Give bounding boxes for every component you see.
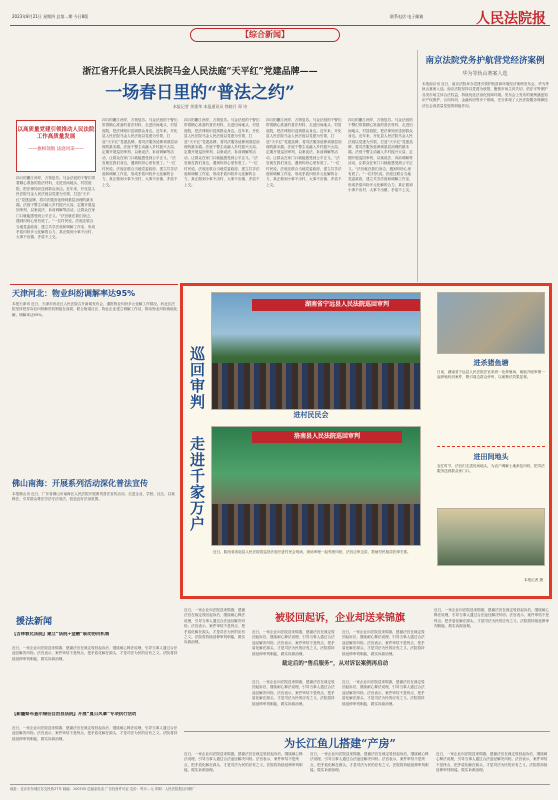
right-story-title[interactable]: 南京法院党务护航营党经济案例 (425, 56, 545, 66)
feature-vertical-headline-2: 走进千家万户 (188, 436, 206, 532)
bottom-story-col-3: 近日，一家企业向法院送来锦旗，感谢法官在裁定驳回起诉后，继续耐心释法说理，引导当事人通过合法途径解决纠纷。法官表示，案件审结不是终点，把矛盾化解在源头，才是司法为民的应有之义。法院将持续延伸审判职能，做实诉源治理。 (436, 752, 548, 773)
left-brief-1-title[interactable]: 【吉林敦化法院】建立“法院+金融”联动协同机制 (12, 632, 110, 637)
feature-vertical-headline-1: 巡回审判 (188, 346, 206, 410)
right-story-body: 本报南京讯 近日，南京法院举办党建引领护航营商环境经济案例发布会，华为等轨山赛案入选。南京法院坚持以党建为统领，聚焦市场主体关切，依法平等保护各类市场主体合法权益，持续优化法治化营商环境。发布会上发布的案例涵盖知识产权保护、合同纠纷、金融纠纷等多个领域，充分体现了人民法院服务保障经济社会高质量发展的职能作用。 (422, 82, 549, 108)
lead-info-box (16, 120, 96, 172)
bottom-col-2: 近日，一家企业向法院送来锦旗，感谢法官在裁定驳回起诉后，继续耐心释法说理，引导当事人通过合法途径解决纠纷。法官表示，案件审结不是终点，把矛盾化解在源头，才是司法为民的应有之义。法院将持续延伸审判职能，做实诉源治理。 (252, 630, 335, 656)
photo1-banner: 湖南省宁远县人民法院巡回审判 (252, 299, 421, 311)
feature-photo-4 (437, 508, 545, 566)
section-b-title: 进村民民会 (293, 411, 329, 419)
feature-panel (180, 283, 552, 599)
bottom-story-col-1: 近日，一家企业向法院送来锦旗，感谢法官在裁定驳回起诉后，继续耐心释法说理，引导当事人通过合法途径解决纠纷。法官表示，案件审结不是终点，把矛盾化解在源头，才是司法为民的应有之义。法院将持续延伸审判职能，做实诉源治理。 (184, 752, 303, 773)
page-footer: 地址：北京市东城区东交民巷27号 邮编：100745 总编室电话 广告经营许可证 定价：每月…元 印刷：人民法院报社印刷厂 (10, 784, 550, 794)
left-story-2-title[interactable]: 佛山南海：开展系列活动深化普法宣传 (12, 479, 148, 488)
left-brief-2-body: 近日，一家企业向法院送来锦旗，感谢法官在裁定驳回起诉后，继续耐心释法说理，引导当事人通过合法途径解决纠纷。法官表示，案件审结不是终点，把矛盾化解在源头，才是司法为民的应有之义。法院将持续延伸审判职能，做实诉源治理。 (12, 726, 178, 741)
lead-body-col-3: 四月的衢江两岸，万物复苏。马金法庭的干警们带着精心准备的普法材料，走进田间地头、村居庭院，把法律知识送到群众身边。近年来，开化县人民法院马金人民法庭以党建为引领，打造“天平红”党建品牌，将司法服务延伸到基层治理的最末端。法庭干警主动融入乡村振兴大局，定期开展巡回审判、以案说法、诉前调解等活动，让群众在家门口就能感受到公平正义。“法官就在我们身边，遇到纠纷心里有底了。”一位村民说。法庭还联合当地党委政府，建立共享法庭和调解工作室，形成矛盾纠纷多元化解的合力，真正做到小事不出村、大事不出镇、矛盾不上交。 (184, 118, 260, 187)
left-story-1-title[interactable]: 天津河北：物业纠纷调解率达95% (12, 289, 136, 298)
bottom-headline[interactable]: 被驳回起诉，企业却送来锦旗 (275, 613, 405, 624)
section-a-body: 日前，湖南省宁远县人民法院法官来到一处养殖场，就地开庭审理一起养殖纠纷案件，吸引周边群众旁听，以案释法效果显著。 (437, 370, 545, 380)
bottom-subheadline: 裁定后的“售后服务”，从对诉讼案例再启动 (281, 661, 389, 667)
lead-body-col-4: 四月的衢江两岸，万物复苏。马金法庭的干警们带着精心准备的普法材料，走进田间地头、村居庭院，把法律知识送到群众身边。近年来，开化县人民法院马金人民法庭以党建为引领，打造“天平红”党建品牌，将司法服务延伸到基层治理的最末端。法庭干警主动融入乡村振兴大局，定期开展巡回审判、以案说法、诉前调解等活动，让群众在家门口就能感受到公平正义。“法官就在我们身边，遇到纠纷心里有底了。”一位村民说。法庭还联合当地党委政府，建立共享法庭和调解工作室，形成矛盾纠纷多元化解的合力，真正做到小事不出村、大事不出镇、矛盾不上交。 (266, 118, 342, 187)
lead-body-col-1: 四月的衢江两岸，万物复苏。马金法庭的干警们带着精心准备的普法材料，走进田间地头、村居庭院，把法律知识送到群众身边。近年来，开化县人民法院马金人民法庭以党建为引领，打造“天平红”党建品牌，将司法服务延伸到基层治理的最末端。法庭干警主动融入乡村振兴大局，定期开展巡回审判、以案说法、诉前调解等活动，让群众在家门口就能感受到公平正义。“法官就在我们身边，遇到纠纷心里有底了。”一位村民说。法庭还联合当地党委政府，建立共享法庭和调解工作室，形成矛盾纠纷多元化解的合力，真正做到小事不出村、大事不出镇、矛盾不上交。 (16, 176, 96, 240)
feature-photo-1 (211, 292, 421, 410)
bottom-col-5: 近日，一家企业向法院送来锦旗，感谢法官在裁定驳回起诉后，继续耐心释法说理，引导当事人通过合法途径解决纠纷。法官表示，案件审结不是终点，把矛盾化解在源头，才是司法为民的应有之义。法院将持续延伸审判职能，做实诉源治理。 (342, 680, 425, 706)
feature-photo-2 (211, 426, 421, 546)
section-b-body: 近日，陕西省洛南县人民法院将巡回法庭开进村民会现场，现场审理一起邻里纠纷，法官边审边讲，帮助村民厘清法律关系。 (213, 550, 411, 554)
section-label: 【综合新闻】 (190, 28, 340, 42)
section-c-title: 进田间地头 (473, 453, 509, 461)
lead-body-col-2: 四月的衢江两岸，万物复苏。马金法庭的干警们带着精心准备的普法材料，走进田间地头、村居庭院，把法律知识送到群众身边。近年来，开化县人民法院马金人民法庭以党建为引领，打造“天平红”党建品牌，将司法服务延伸到基层治理的最末端。法庭干警主动融入乡村振兴大局，定期开展巡回审判、以案说法、诉前调解等活动，让群众在家门口就能感受到公平正义。“法官就在我们身边，遇到纠纷心里有底了。”一位村民说。法庭还联合当地党委政府，建立共享法庭和调解工作室，形成矛盾纠纷多元化解的合力，真正做到小事不出村、大事不出镇、矛盾不上交。 (102, 118, 178, 187)
section-a-title: 进杀猪鱼塘 (473, 359, 509, 367)
bottom-col-3: 近日，一家企业向法院送来锦旗，感谢法官在裁定驳回起诉后，继续耐心释法说理，引导当事人通过合法途径解决纠纷。法官表示，案件审结不是终点，把矛盾化解在源头，才是司法为民的应有之义。法院将持续延伸审判职能，做实诉源治理。 (342, 630, 425, 656)
feature-photo-3 (437, 292, 545, 354)
lead-kicker: 浙江省开化县人民法院马金人民法庭“天平红”党建品牌—— (82, 67, 318, 77)
left-story-1-body: 本报天津讯 近日，天津市河北区人民法院召开新闻发布会，通报物业纠纷多元化解工作情况。河北区法院坚持把非诉讼纠纷解决机制挺在前面，联合街道社区、物业企业建立调解工作站，推动物业纠纷就地化解，调解率达95%。 (12, 302, 178, 317)
box-subtitle: ——旗帜领航 法庭风采—— (28, 147, 84, 152)
bottom-col-1: 近日，一家企业向法院送来锦旗，感谢法官在裁定驳回起诉后，继续耐心释法说理，引导当事人通过合法途径解决纠纷。法官表示，案件审结不是终点，把矛盾化解在源头，才是司法为民的应有之义。法院将持续延伸审判职能，做实诉源治理。 (184, 608, 246, 645)
photo-credit: 本报记者 摄 (523, 578, 543, 582)
bottom-story-title[interactable]: 为长江鱼儿搭建“产房” (284, 737, 396, 750)
masthead-logo: 人民法院报 (476, 11, 546, 27)
left-story-2-body: 本报佛山讯 近日，广东省佛山市南海区人民法院开展系列普法宣传活动，走进企业、学校、社区，以案释法，引导群众尊法学法守法用法，营造良好法治氛围。 (12, 492, 175, 502)
section-c-body: 农忙时节，法官们走进田间地头，为农户调解土地承包纠纷，把司法服务送到群众家门口。 (437, 464, 545, 474)
page-header (10, 8, 550, 26)
lead-byline: 本报记者 余建华 本报通讯员 徐晓月 郑 诗 (172, 104, 248, 109)
date-line: 2023年8月21日 星期四 总第…期 今日8版 (12, 14, 89, 19)
lead-headline[interactable]: 一场春日里的“普法之约” (105, 83, 295, 103)
editor-line: 联系电话 电子邮箱 (390, 14, 424, 19)
lead-body-col-5: 四月的衢江两岸，万物复苏。马金法庭的干警们带着精心准备的普法材料，走进田间地头、村居庭院，把法律知识送到群众身边。近年来，开化县人民法院马金人民法庭以党建为引领，打造“天平红”党建品牌，将司法服务延伸到基层治理的最末端。法庭干警主动融入乡村振兴大局，定期开展巡回审判、以案说法、诉前调解等活动，让群众在家门口就能感受到公平正义。“法官就在我们身边，遇到纠纷心里有底了。”一位村民说。法庭还联合当地党委政府，建立共享法庭和调解工作室，形成矛盾纠纷多元化解的合力，真正做到小事不出村、大事不出镇、矛盾不上交。 (348, 118, 413, 193)
box-title: 以高质量党建引领推动人民法院工作高质量发展 (17, 127, 95, 140)
left-brief-2-title[interactable]: 【新疆察布查尔锡伯自治县法院】开展“夏日风暴”专项执行活动 (12, 712, 137, 717)
photo2-banner: 洛南县人民法院巡回审判 (252, 431, 402, 443)
left-brief-1-body: 近日，一家企业向法院送来锦旗，感谢法官在裁定驳回起诉后，继续耐心释法说理，引导当事人通过合法途径解决纠纷。法官表示，案件审结不是终点，把矛盾化解在源头，才是司法为民的应有之义。法院将持续延伸审判职能，做实诉源治理。 (12, 646, 178, 661)
right-story-subtitle: 华为等轨山赛案人选 (462, 71, 508, 77)
bottom-col-6: 近日，一家企业向法院送来锦旗，感谢法官在裁定驳回起诉后，继续耐心释法说理，引导当事人通过合法途径解决纠纷。法官表示，案件审结不是终点，把矛盾化解在源头，才是司法为民的应有之义。法院将持续延伸审判职能，做实诉源治理。 (434, 608, 549, 629)
bottom-col-4: 近日，一家企业向法院送来锦旗，感谢法官在裁定驳回起诉后，继续耐心释法说理，引导当事人通过合法途径解决纠纷。法官表示，案件审结不是终点，把矛盾化解在源头，才是司法为民的应有之义。法院将持续延伸审判职能，做实诉源治理。 (252, 680, 335, 706)
bottom-story-col-2: 近日，一家企业向法院送来锦旗，感谢法官在裁定驳回起诉后，继续耐心释法说理，引导当事人通过合法途径解决纠纷。法官表示，案件审结不是终点，把矛盾化解在源头，才是司法为民的应有之义。法院将持续延伸审判职能，做实诉源治理。 (310, 752, 429, 773)
brand-promo: 援法新闻 (16, 617, 53, 627)
